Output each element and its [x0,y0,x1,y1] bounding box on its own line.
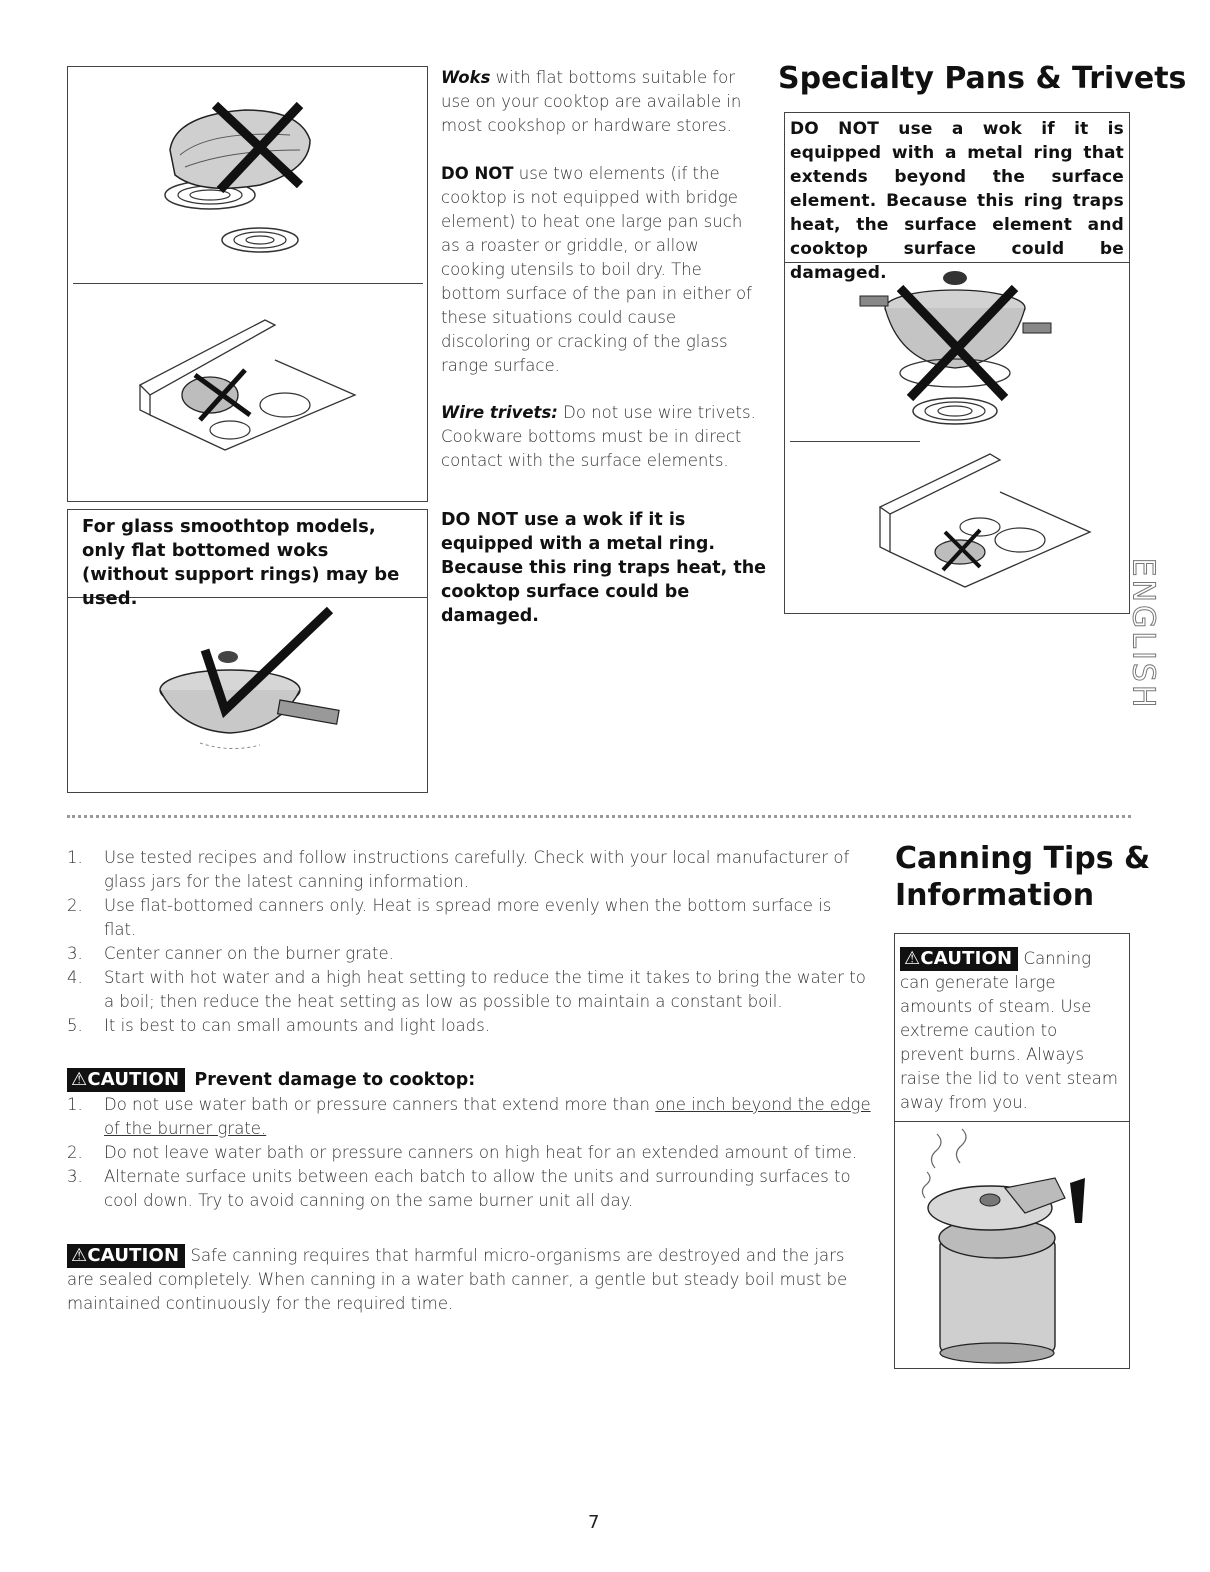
safe-canning-text: Safe canning requires that harmful micro-organisms are destroyed and the jars are sealed completely. When canning in a water bath canner, a gentle but steady boil must be maintained continuously for the required time. [67,1246,848,1313]
wire-trivets-term: Wire trivets: [441,403,558,422]
wire-trivets-paragraph [441,401,763,473]
woks-text: with flat bottoms suitable for use on your cooktop are available in most cookshop or hardware stores. [441,68,742,135]
canning-steam-caution [900,947,1125,1115]
canning-caution-divider [894,1121,1130,1122]
list-item: 1. Use tested recipes and follow instructions carefully. Check with your local manufacturer of glass jars for the latest canning information. [67,848,850,891]
list-item: 3. Alternate surface units between each batch to allow the units and surrounding surfaces to cool down. Try to avoid canning on the same burner unit all day. [67,1167,851,1210]
woks-paragraph [441,66,763,138]
do-not-paragraph [441,162,763,378]
range-ring-wok-x-illustration [875,452,1095,592]
caution-badge: ⚠CAUTION [900,947,1018,971]
prevent-damage-list [67,1093,877,1213]
wire-trivets-text: Do not use wire trivets. Cookware bottoms must be in direct contact with the surface elements. [441,403,756,470]
woks-term: Woks [441,68,491,87]
flat-wok-check-illustration [140,605,350,755]
language-side-tab: ENGLISH [1125,557,1161,711]
specialty-warning-divider [784,262,1130,263]
wok-with-ring-x-illustration [855,268,1055,433]
list-item: 4. Start with hot water and a high heat setting to reduce the time it takes to bring the water to a boil; then reduce the heat setting as low as possible to maintain a constant boil. [67,968,866,1011]
wok-on-coil-illustration [150,95,340,265]
steam-caution-text: Canning can generate large amounts of steam. Use extreme caution to prevent burns. Always raise the lid to vent steam away from you. [900,949,1118,1112]
list-item: 5. It is best to can small amounts and light loads. [67,1016,490,1035]
prevent-damage-title: Prevent damage to cooktop: [194,1070,476,1090]
section-separator [67,815,1131,818]
do-not-text: use two elements (if the cooktop is not equipped with bridge element) to heat one large pan such as a roaster or griddle, or allow cooking utensils to boil dry. The bottom surface of the pan in either of these situations could cause discoloring or cracking of the glass range surface. [441,164,752,375]
metal-ring-warning: DO NOT use a wok if it is equipped with a metal ring. Because this ring traps heat, the cooktop surface could be damaged. [441,510,767,626]
safe-canning-paragraph [67,1244,867,1316]
illustration-divider [73,283,423,284]
smoothtop-range-wok-x-illustration [135,315,360,455]
list-item: 2. Use flat-bottomed canners only. Heat is spread more evenly when the bottom surface is flat. [67,896,832,939]
specialty-title: Specialty Pans & Trivets [778,61,1187,96]
underlined-limit: one inch beyond the edge of the burner grate. [104,1095,871,1138]
canning-title: Canning Tips & Information [895,841,1151,913]
canning-steps [67,846,867,1038]
list-item: 1. Do not use water bath or pressure canners that extend more than one inch beyond the edge of the burner grate. [67,1095,871,1138]
caution-badge: ⚠CAUTION [67,1068,185,1092]
caution-badge: ⚠CAUTION [67,1244,185,1268]
list-item: 3. Center canner on the burner grate. [67,944,394,963]
prevent-damage-heading [67,1068,475,1092]
canner-pot-steam-illustration [915,1128,1095,1363]
specialty-illustration-divider [790,441,920,442]
specialty-warning: DO NOT use a wok if it is equipped with a metal ring that extends beyond the surface element. Because this ring traps heat, the surface element and cooktop surface could be damaged. [790,119,1124,283]
page-number: 7 [588,1512,600,1533]
glass-smoothtop-note: For glass smoothtop models, only flat bottomed woks (without support rings) may be used. [82,516,400,609]
do-not-term: DO NOT [441,164,514,183]
list-item: 2. Do not leave water bath or pressure canners on high heat for an extended amount of time. [67,1143,858,1162]
